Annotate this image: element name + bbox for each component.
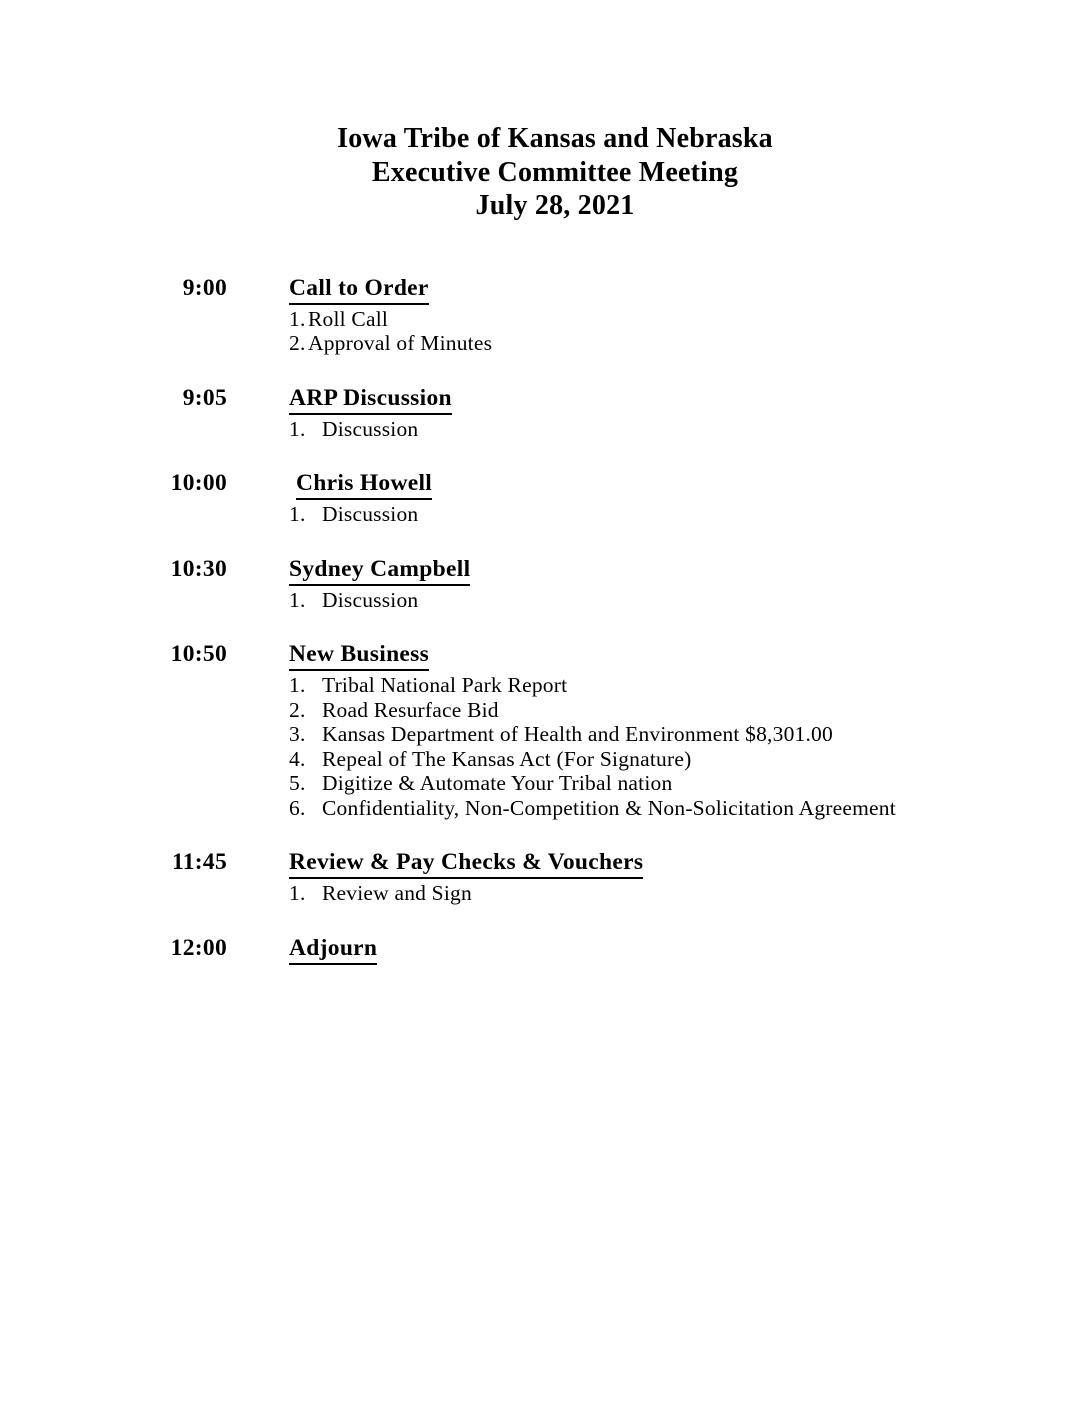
item-number: 1. [289, 881, 306, 905]
section-time: 10:00 [170, 470, 227, 496]
item-text: Roll Call [308, 306, 389, 331]
section-heading-text: Chris Howell [296, 470, 432, 500]
item-text: Road Resurface Bid [322, 697, 499, 722]
section-heading [289, 556, 470, 586]
section-heading-text: Adjourn [289, 935, 377, 965]
list-item [289, 771, 896, 796]
section-items [289, 673, 896, 820]
item-text: Discussion [322, 587, 419, 612]
section-items [289, 417, 452, 442]
item-text: Review and Sign [322, 881, 472, 905]
section-heading-text: Sydney Campbell [289, 556, 470, 586]
item-text: Approval of Minutes [308, 331, 493, 355]
item-text: Tribal National Park Report [322, 673, 568, 697]
title-line-meeting: Executive Committee Meeting [371, 156, 739, 188]
section-content [289, 556, 470, 613]
section-time: 12:00 [170, 934, 227, 961]
item-text: Digitize & Automate Your Tribal nation [322, 771, 673, 795]
list-item [289, 673, 896, 698]
item-number: 1. [289, 587, 306, 612]
section-time: 9:00 [182, 274, 227, 301]
item-number: 2. [289, 331, 306, 355]
list-item [289, 881, 643, 906]
list-item [289, 588, 470, 613]
agenda-section-review-pay-checks [132, 849, 1028, 906]
section-content [289, 470, 432, 527]
item-number: 1. [289, 306, 306, 331]
section-content [289, 641, 896, 820]
section-heading [289, 641, 896, 671]
list-item [289, 307, 492, 332]
section-content [289, 275, 492, 356]
item-number: 5. [289, 771, 306, 795]
section-items [289, 881, 643, 906]
title-line-organization: Iowa Tribe of Kansas and Nebraska [337, 123, 773, 154]
agenda-body [132, 275, 1028, 965]
item-number: 1. [289, 673, 306, 697]
agenda-section-sydney-campbell [132, 556, 1028, 613]
list-item [289, 722, 896, 747]
list-item [289, 747, 896, 772]
section-heading-text: Call to Order [289, 275, 429, 305]
list-item [289, 417, 452, 442]
section-content [289, 935, 377, 965]
list-item [289, 502, 432, 527]
section-heading [289, 275, 492, 305]
section-items [289, 502, 432, 527]
document-title [22, 0, 1088, 223]
agenda-section-arp-discussion [132, 385, 1028, 442]
section-heading-text: New Business [289, 641, 429, 671]
item-number: 1. [289, 502, 306, 526]
item-text: Repeal of The Kansas Act (For Signature) [322, 746, 692, 771]
section-heading-text: ARP Discussion [289, 385, 452, 415]
agenda-section-adjourn [132, 935, 1028, 965]
title-line-date: July 28, 2021 [475, 190, 635, 221]
item-number: 3. [289, 722, 306, 746]
section-content [289, 385, 452, 442]
item-number: 2. [289, 697, 306, 722]
agenda-section-new-business [132, 641, 1028, 820]
item-text: Kansas Department of Health and Environment $8,301.00 [322, 722, 833, 746]
section-heading [289, 935, 377, 965]
section-items [289, 588, 470, 613]
section-time: 10:30 [170, 555, 227, 582]
section-time: 11:45 [171, 849, 227, 875]
section-time: 10:50 [170, 641, 227, 667]
agenda-section-call-to-order [132, 275, 1028, 356]
list-item [289, 796, 896, 821]
section-items [289, 307, 492, 356]
item-text: Discussion [322, 416, 419, 441]
section-heading-text: Review & Pay Checks & Vouchers [289, 849, 643, 879]
section-heading [289, 849, 643, 879]
item-number: 4. [289, 746, 306, 771]
item-text: Discussion [322, 502, 419, 526]
section-time: 9:05 [182, 384, 227, 411]
section-content [289, 849, 643, 906]
item-number: 6. [289, 795, 306, 820]
list-item [289, 698, 896, 723]
list-item [289, 331, 492, 356]
section-heading [289, 470, 432, 500]
section-heading [289, 385, 452, 415]
item-text: Confidentiality, Non-Competition & Non-Solicitation Agreement [322, 795, 896, 820]
item-number: 1. [289, 416, 306, 441]
agenda-section-chris-howell [132, 470, 1028, 527]
